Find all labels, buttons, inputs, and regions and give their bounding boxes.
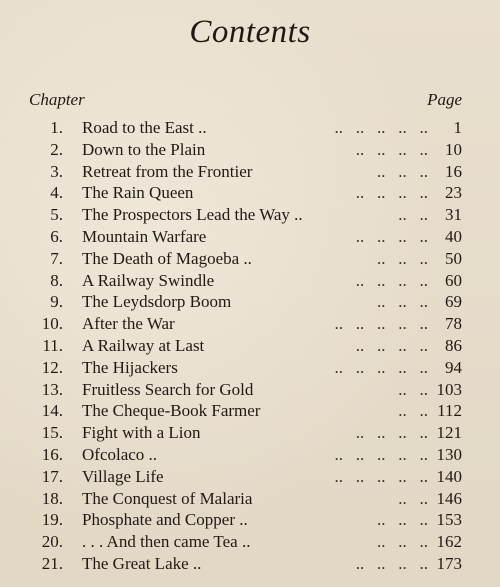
dot-leader: .. .. .. .. xyxy=(355,183,428,203)
page-number: 146 xyxy=(436,488,462,508)
chapter-column-header: Chapter xyxy=(29,90,85,109)
dot-leader: .. .. .. .. xyxy=(355,553,428,573)
dot-leader: .. .. .. xyxy=(377,161,428,181)
page-number: 1 xyxy=(453,118,462,137)
toc-entry xyxy=(0,444,500,466)
toc-entry xyxy=(0,161,500,183)
chapter-title: A Railway at Last xyxy=(82,335,205,355)
chapter-title: The Rain Queen xyxy=(82,183,194,203)
page-column-header: Page xyxy=(427,90,462,109)
dot-leader: .. .. .. xyxy=(377,532,428,552)
chapter-title: Fruitless Search for Gold xyxy=(82,379,254,399)
chapter-number: 19. xyxy=(41,510,63,530)
dot-leader: .. .. xyxy=(398,401,428,421)
dot-leader: .. .. .. .. xyxy=(355,139,428,159)
page-number: 78 xyxy=(445,314,462,334)
chapter-title: Village Life xyxy=(82,466,164,486)
dot-leader: .. .. .. .. .. xyxy=(334,118,428,137)
page-title: Contents xyxy=(189,14,311,50)
toc-entry xyxy=(0,204,500,226)
chapter-number: 15. xyxy=(41,423,63,443)
toc-entry xyxy=(0,509,500,531)
dot-leader: .. .. .. .. .. xyxy=(334,314,428,334)
chapter-title: Mountain Warfare xyxy=(82,226,207,246)
chapter-number: 21. xyxy=(41,553,63,573)
toc-entry xyxy=(0,226,500,248)
chapter-number: 20. xyxy=(41,532,63,552)
toc-entry xyxy=(0,531,500,553)
dot-leader: .. .. .. .. xyxy=(355,270,428,290)
chapter-title: The Prospectors Lead the Way .. xyxy=(82,205,303,225)
chapter-number: 16. xyxy=(41,444,63,464)
page-number: 69 xyxy=(445,292,462,312)
toc-entry xyxy=(0,357,500,379)
page-number: 121 xyxy=(436,423,462,443)
chapter-title: Road to the East .. xyxy=(82,118,207,137)
page-number: 162 xyxy=(436,532,462,552)
toc-entry xyxy=(0,335,500,357)
page-number: 86 xyxy=(445,335,462,355)
chapter-number: 9. xyxy=(50,292,63,312)
page-number: 50 xyxy=(445,248,462,268)
dot-leader: .. .. xyxy=(398,488,428,508)
toc-entry xyxy=(0,182,500,204)
page-number: 112 xyxy=(437,401,462,421)
chapter-number: 6. xyxy=(50,226,63,246)
page-number: 173 xyxy=(436,553,462,573)
chapter-number: 11. xyxy=(42,335,63,355)
dot-leader: .. .. .. xyxy=(377,248,428,268)
page-number: 31 xyxy=(445,205,462,225)
toc-entry xyxy=(0,313,500,335)
chapter-number: 4. xyxy=(50,183,63,203)
dot-leader: .. .. .. .. .. xyxy=(334,444,428,464)
chapter-number: 8. xyxy=(50,270,63,290)
page-number: 153 xyxy=(436,510,462,530)
chapter-number: 7. xyxy=(50,248,63,268)
chapter-title: Retreat from the Frontier xyxy=(82,161,253,181)
chapter-title: Fight with a Lion xyxy=(82,423,201,443)
chapter-number: 13. xyxy=(41,379,63,399)
chapter-number: 12. xyxy=(41,357,63,377)
dot-leader: .. .. .. xyxy=(377,510,428,530)
chapter-title: . . . And then came Tea .. xyxy=(82,532,251,552)
page-number: 103 xyxy=(436,379,462,399)
chapter-title: The Cheque-Book Farmer xyxy=(82,401,261,421)
chapter-number: 10. xyxy=(41,314,63,334)
chapter-title: Down to the Plain xyxy=(82,139,206,159)
page-number: 23 xyxy=(445,183,462,203)
dot-leader: .. .. .. .. .. xyxy=(334,466,428,486)
dot-leader: .. .. .. .. xyxy=(355,226,428,246)
page-number: 140 xyxy=(436,466,462,486)
chapter-title: The Death of Magoeba .. xyxy=(82,248,252,268)
chapter-number: 2. xyxy=(50,139,63,159)
page-number: 10 xyxy=(445,139,462,159)
page-number: 94 xyxy=(445,357,462,377)
dot-leader: .. .. .. .. xyxy=(355,423,428,443)
toc-entry xyxy=(0,291,500,313)
toc-entry xyxy=(0,248,500,270)
chapter-title: The Great Lake .. xyxy=(82,553,202,573)
page-number: 16 xyxy=(445,161,462,181)
chapter-number: 3. xyxy=(50,161,63,181)
dot-leader: .. .. xyxy=(398,379,428,399)
chapter-number: 18. xyxy=(41,488,63,508)
toc-entry xyxy=(0,553,500,575)
toc-entry xyxy=(0,379,500,401)
chapter-title: Ofcolaco .. xyxy=(82,444,158,464)
page-number: 130 xyxy=(436,444,462,464)
toc-entry xyxy=(0,466,500,488)
dot-leader: .. .. .. .. xyxy=(355,335,428,355)
toc-entry xyxy=(0,117,500,139)
chapter-title: The Conquest of Malaria xyxy=(82,488,253,508)
chapter-number: 14. xyxy=(41,401,63,421)
chapter-title: Phosphate and Copper .. xyxy=(82,510,248,530)
page-number: 40 xyxy=(445,226,462,246)
toc-entry xyxy=(0,139,500,161)
chapter-title: After the War xyxy=(82,314,175,334)
chapter-title: The Leydsdorp Boom xyxy=(82,292,232,312)
toc-entry xyxy=(0,488,500,510)
dot-leader: .. .. xyxy=(398,205,428,225)
toc-entry xyxy=(0,400,500,422)
chapter-number: 1. xyxy=(50,118,63,137)
toc-entry xyxy=(0,270,500,292)
chapter-title: The Hijackers xyxy=(82,357,178,377)
dot-leader: .. .. .. xyxy=(377,292,428,312)
contents-list xyxy=(0,117,500,575)
chapter-number: 5. xyxy=(50,205,63,225)
chapter-title: A Railway Swindle xyxy=(82,270,215,290)
toc-entry xyxy=(0,422,500,444)
dot-leader: .. .. .. .. .. xyxy=(334,357,428,377)
chapter-number: 17. xyxy=(41,466,63,486)
page-number: 60 xyxy=(445,270,462,290)
